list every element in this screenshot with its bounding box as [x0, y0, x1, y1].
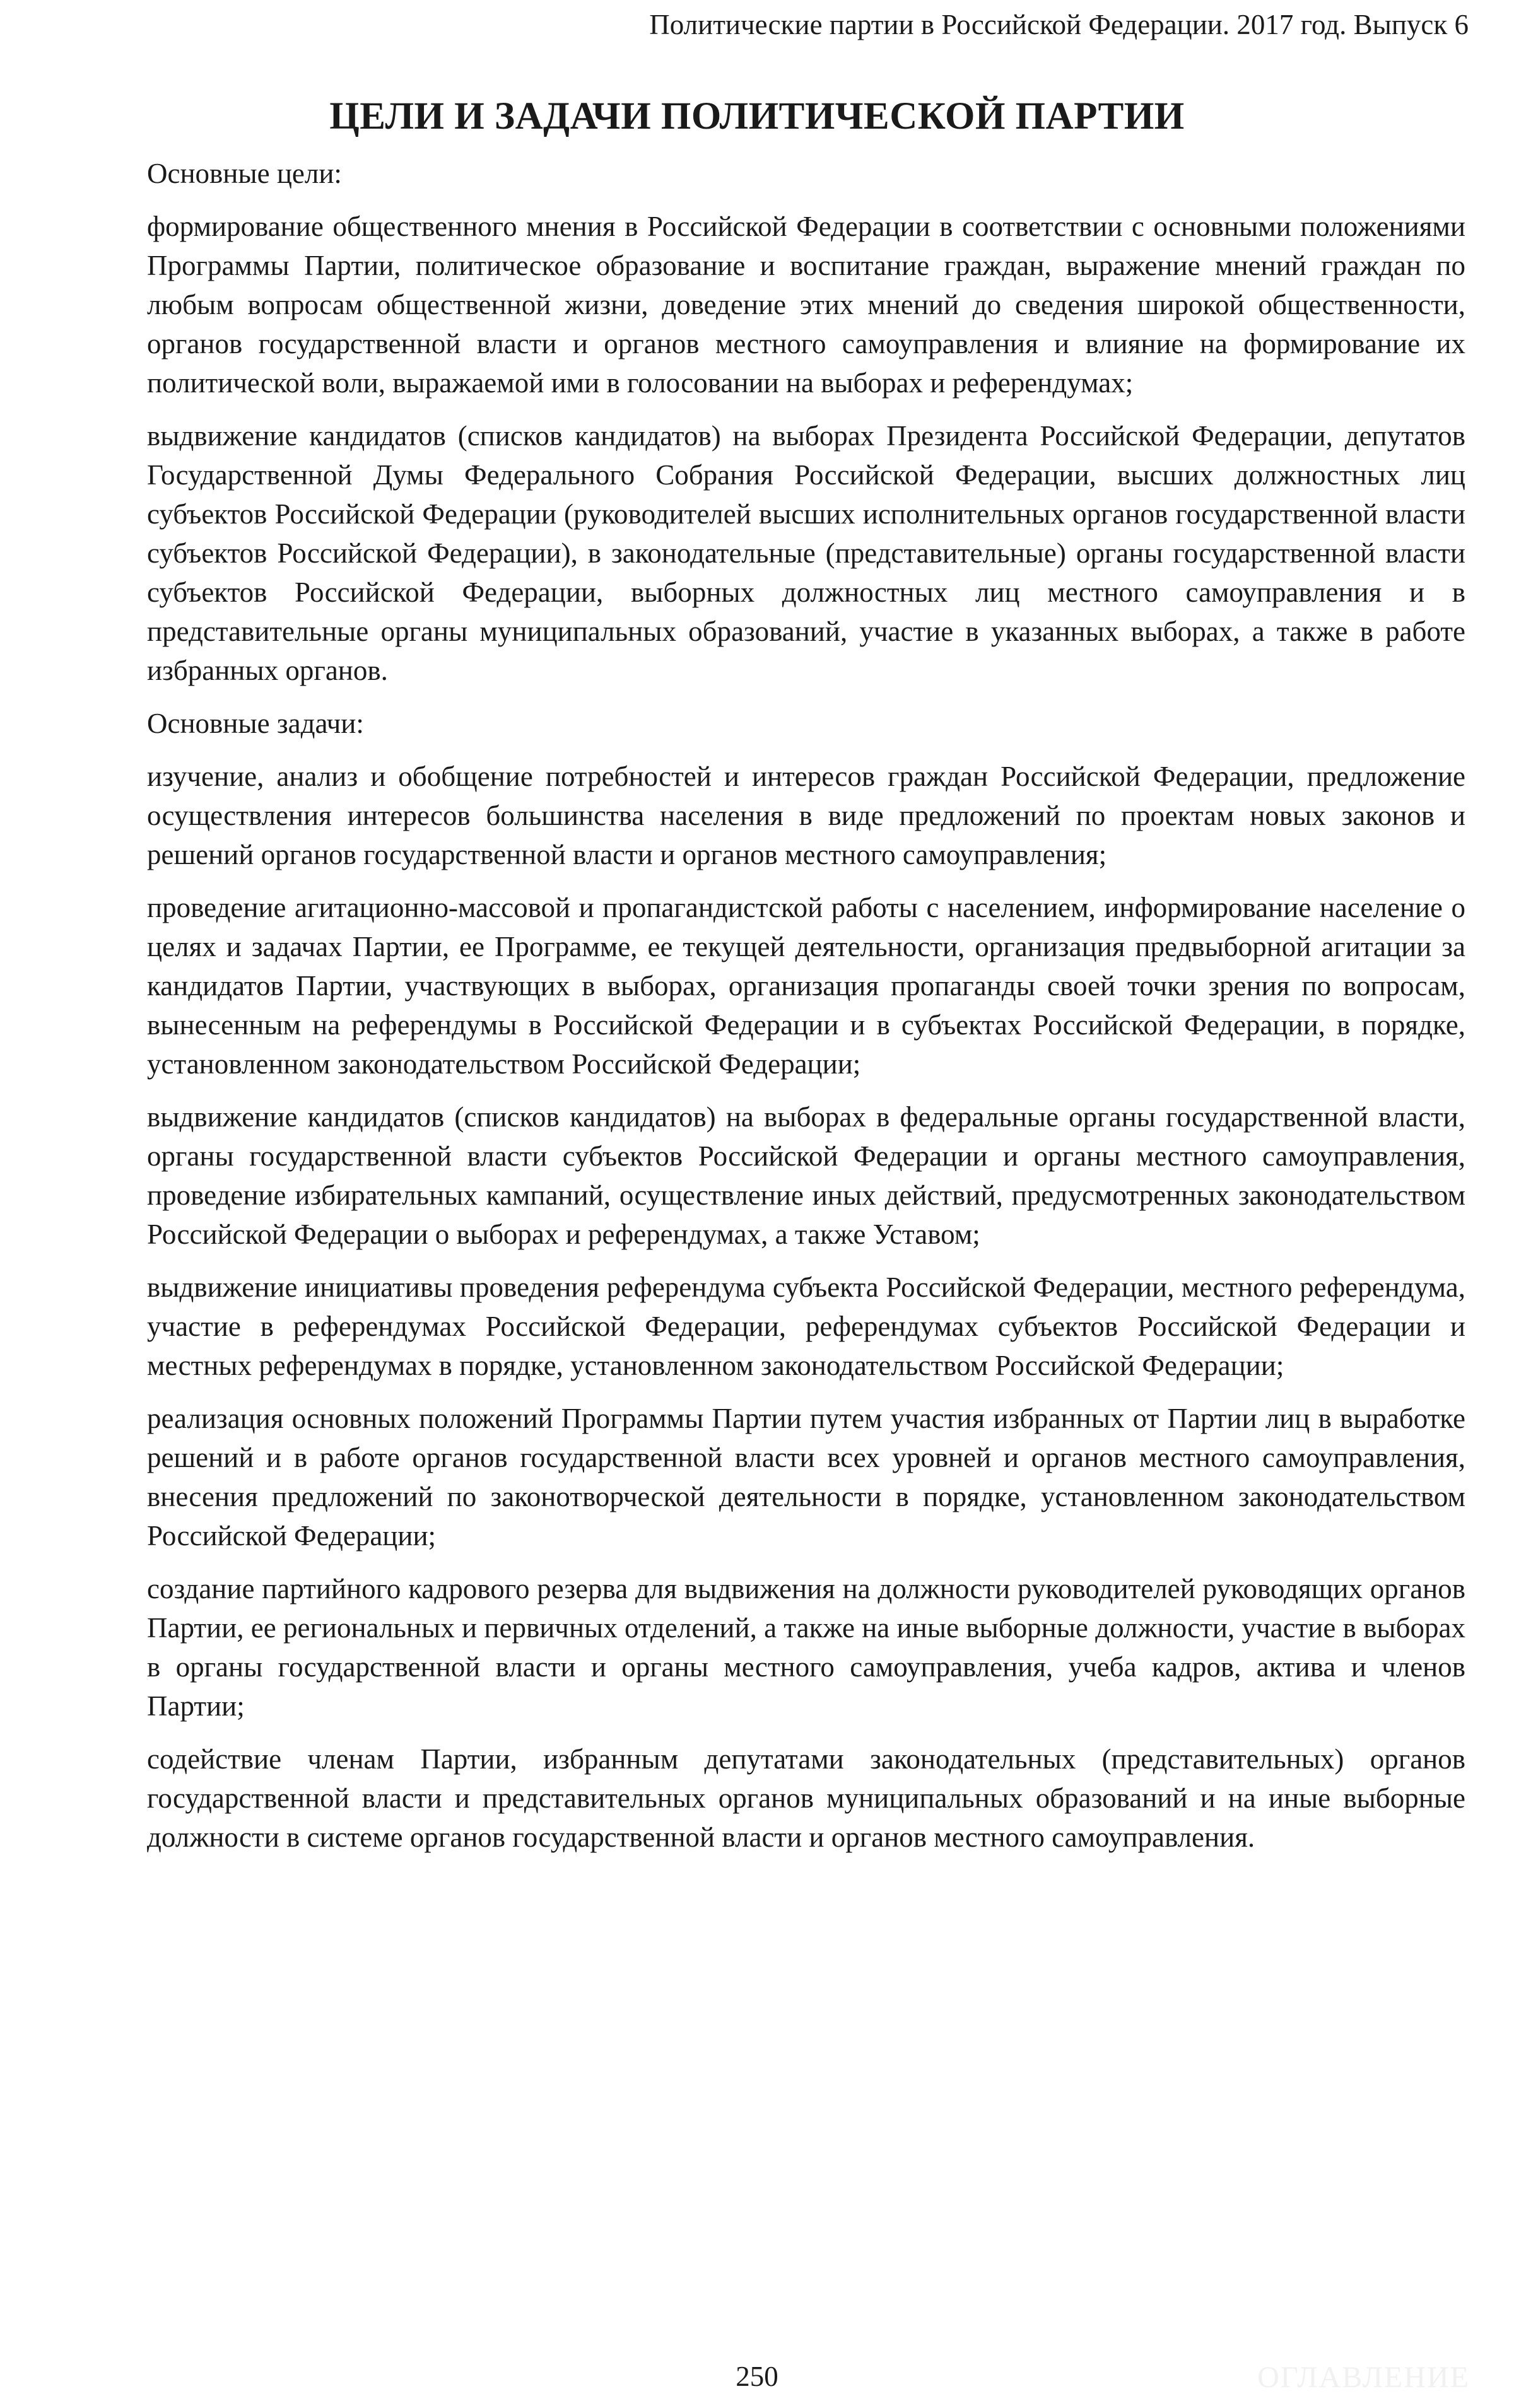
task-paragraph: выдвижение кандидатов (списков кандидатов) на выборах в федеральные органы государственной власти, органы государственной власти субъектов Российской Федерации и органы местного самоуправления, проведение избирательных кампаний, осуществление иных действий, предусмотренных законодательством Российской Федерации о выборах и референдумах, а также Уставом; [147, 1101, 1465, 1250]
goal-paragraph: выдвижение кандидатов (списков кандидатов) на выборах Президента Российской Федерации, депутатов Государственной Думы Федерального Собрания Российской Федерации, высших должностных лиц субъектов Российской Федерации (руководителей высших исполнительных органов государственной власти субъектов Российской Федерации), в законодательные (представительные) органы государственной власти субъектов Российской Федерации, выборных должностных лиц местного самоуправления и в представительные органы муниципальных образований, участие в указанных выборах, а также в работе избранных органов. [147, 420, 1465, 686]
goals-heading: Основные цели: [147, 158, 342, 189]
document-body [147, 154, 1465, 1871]
running-header: Политические партии в Российской Федерации. 2017 год. Выпуск 6 [649, 9, 1469, 40]
task-paragraph: проведение агитационно-массовой и пропагандистской работы с населением, информирование население о целях и задачах Партии, ее Программе, ее текущей деятельности, организация предвыборной агитации за кандидатов Партии, участвующих в выборах, организация пропаганды своей точки зрения по вопросам, вынесенным на референдумы в Российской Федерации и в субъектах Российской Федерации, в порядке, установленном законодательством Российской Федерации; [147, 892, 1465, 1080]
task-paragraph: содействие членам Партии, избранным депутатами законодательных (представительных) органов государственной власти и представительных органов муниципальных образований и на иные выборные должности в системе органов государственной власти и органов местного самоуправления. [147, 1743, 1465, 1853]
table-of-contents-link[interactable]: ОГЛАВЛЕНИЕ [1257, 2361, 1470, 2394]
task-paragraph: изучение, анализ и обобщение потребностей и интересов граждан Российской Федерации, предложение осуществления интересов большинства населения в виде предложений по проектам новых законов и решений органов государственной власти и органов местного самоуправления; [147, 761, 1465, 870]
tasks-heading: Основные задачи: [147, 708, 364, 739]
goal-paragraph: формирование общественного мнения в Российской Федерации в соответствии с основными положениями Программы Партии, политическое образование и воспитание граждан, выражение мнений граждан по любым вопросам общественной жизни, доведение этих мнений до сведения широкой общественности, органов государственной власти и органов местного самоуправления и влияние на формирование их политической воли, выражаемой ими в голосовании на выборах и референдумах; [147, 211, 1465, 399]
task-paragraph: реализация основных положений Программы Партии путем участия избранных от Партии лиц в выработке решений и в работе органов государственной власти всех уровней и органов местного самоуправления, внесения предложений по законотворческой деятельности в порядке, установленном законодательством Российской Федерации; [147, 1403, 1465, 1552]
task-paragraph: создание партийного кадрового резерва для выдвижения на должности руководителей руководящих органов Партии, ее региональных и первичных отделений, а также на иные выборные должности, участие в выборах в органы государственной власти и органы местного самоуправления, учеба кадров, актива и членов Партии; [147, 1573, 1465, 1722]
page-title: ЦЕЛИ И ЗАДАЧИ ПОЛИТИЧЕСКОЙ ПАРТИИ [329, 95, 1185, 137]
task-paragraph: выдвижение инициативы проведения референдума субъекта Российской Федерации, местного референдума, участие в референдумах Российской Федерации, референдумах субъектов Российской Федерации и местных референдумах в порядке, установленном законодательством Российской Федерации; [147, 1271, 1465, 1381]
page-number: 250 [736, 2361, 778, 2392]
